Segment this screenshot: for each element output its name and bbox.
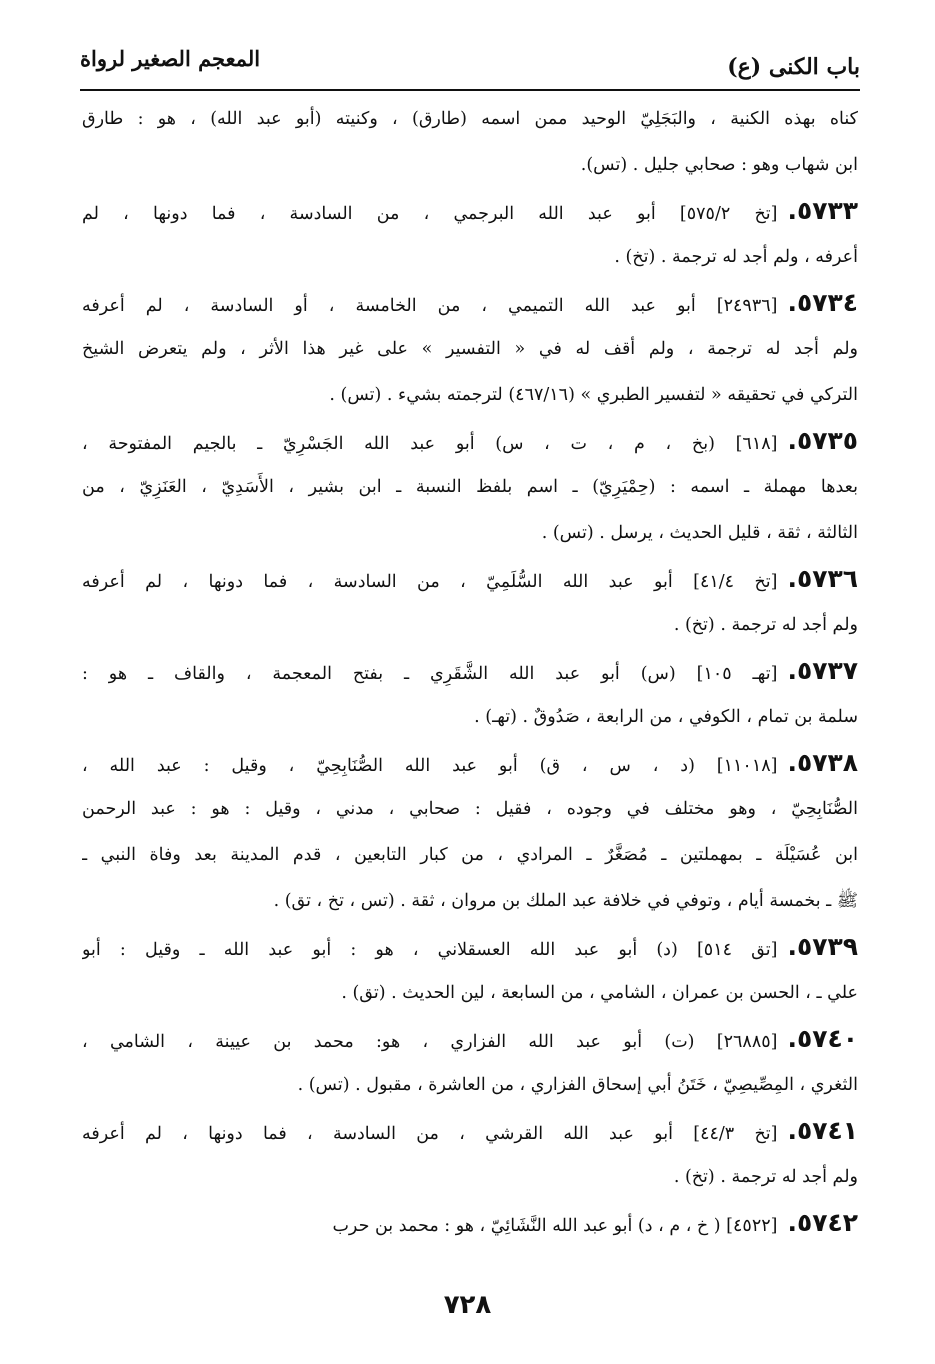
entry-line <box>82 142 858 188</box>
entry-text: [٢٤٩٣٦] أبو عبد الله التميمي ، من الخامسة ، أو السادسة ، لم أعرفه <box>82 296 778 316</box>
entry <box>82 96 858 188</box>
page-header <box>80 40 860 80</box>
entry-number: ٥٧٤٢. <box>787 1208 858 1237</box>
entry-line <box>82 878 858 924</box>
entry-line <box>82 740 858 786</box>
entry <box>82 648 858 740</box>
entry-line <box>82 924 858 970</box>
entry <box>82 418 858 556</box>
entry-text: الثغري ، المِصِّيصِيّ ، خَتَنُ أبي إسحاق الفزاري ، من العاشرة ، مقبول . (تس) . <box>297 1075 858 1095</box>
entry-text: ابن عُسَيْلَة ـ بمهملتين ـ مُصَغَّرٌ ـ المرادي ، من كبار التابعين ، قدم المدينة بعد وفاة النبي ـ <box>82 845 858 865</box>
entry-text: [تخ ٤٤/٣] أبو عبد الله القرشي ، من السادسة ، فما دونها ، لم أعرفه <box>82 1124 778 1144</box>
entry-line <box>82 372 858 418</box>
entry-line <box>82 1108 858 1154</box>
entry <box>82 1016 858 1108</box>
entry <box>82 556 858 648</box>
book-title: المعجم الصغير لرواة <box>80 46 261 71</box>
page-number: ٧٢٨ <box>443 1290 492 1320</box>
entry-line <box>82 96 858 142</box>
entry-line <box>82 1154 858 1200</box>
entry-line <box>82 1200 858 1246</box>
entry-text: الصُّنَابِحِيّ ، وهو مختلف في وجوده ، فقيل : صحابي ، مدني ، وقيل : هو : عبد الرحمن <box>82 799 858 819</box>
entry-text: ابن شهاب وهو : صحابي جليل . (تس). <box>580 155 858 175</box>
entry-line <box>82 832 858 878</box>
entry-text: [تهـ ١٠٥] (س) أبو عبد الله الشَّقَرِي ـ بفتح المعجمة ، والقاف ـ هو : <box>82 664 778 684</box>
entry-text: ﷺ ـ بخمسة أيام ، وتوفي في خلافة عبد الملك بن مروان ، ثقة . (تس ، تخ ، تق) . <box>273 891 858 911</box>
entry-line <box>82 234 858 280</box>
page-body <box>82 96 858 1246</box>
entry-text: [٢٦٨٨٥] (ت) أبو عبد الله الفزاري ، هو: محمد بن عيينة ، الشامي ، <box>82 1032 778 1052</box>
entry-text: أعرفه ، ولم أجد له ترجمة . (تخ) . <box>614 247 858 267</box>
entry <box>82 280 858 418</box>
entry-text: كناه بهذه الكنية ، والبَجَلِيّ الوحيد ممن اسمه (طارق) ، وكنيته (أبو عبد الله) ، هو : طارق <box>82 109 858 129</box>
entry-line <box>82 418 858 464</box>
entry-number: ٥٧٣٤. <box>787 288 858 317</box>
entry-line <box>82 556 858 602</box>
entry-line <box>82 280 858 326</box>
entry-line <box>82 188 858 234</box>
entry-number: ٥٧٤٠. <box>787 1024 858 1053</box>
entry-line <box>82 648 858 694</box>
entry <box>82 1108 858 1200</box>
entry-text: [٤٥٢٢] ( خ ، م ، د) أبو عبد الله النَّشَائِيّ ، هو : محمد بن حرب <box>332 1216 778 1236</box>
entry-text: ولم أجد له ترجمة ، ولم أقف له في « التفسير » على غير هذا الأثر ، ولم يتعرض الشيخ <box>82 339 858 359</box>
entry <box>82 740 858 924</box>
entry-number: ٥٧٣٨. <box>787 748 858 777</box>
entry-text: [تخ ٤١/٤] أبو عبد الله السُّلَمِيّ ، من السادسة ، فما دونها ، لم أعرفه <box>82 572 778 592</box>
entry <box>82 188 858 280</box>
entry-text: التركي في تحقيقه « لتفسير الطبري » (٤٦٧/١٦) لترجمته بشيء . (تس) . <box>329 385 858 405</box>
chapter-title: باب الكنى (ع) <box>727 54 860 80</box>
entry-line <box>82 786 858 832</box>
entry-text: [تق ٥١٤] (د) أبو عبد الله العسقلاني ، هو : أبو عبد الله ـ وقيل : أبو <box>82 940 778 960</box>
entry-text: الثالثة ، ثقة ، قليل الحديث ، يرسل . (تس) . <box>541 523 858 543</box>
entry-number: ٥٧٣٥. <box>787 426 858 455</box>
entry-line <box>82 464 858 510</box>
entry <box>82 924 858 1016</box>
entry-text: [١١٠١٨] (د ، س ، ق) أبو عبد الله الصُّنَابِحِيّ ، وقيل : عبد الله ، <box>82 756 778 776</box>
entry-number: ٥٧٣٩. <box>787 932 858 961</box>
entry-text: بعدها مهملة ـ اسمه : (حِمْيَرِيّ) ـ اسم بلفظ النسبة ـ ابن بشير ، الأَسَدِيّ ، العَنَزِيّ ، من <box>82 477 858 497</box>
entry-line <box>82 602 858 648</box>
entry-line <box>82 694 858 740</box>
entry-line <box>82 1062 858 1108</box>
entry-line <box>82 970 858 1016</box>
entry-text: سلمة بن تمام ، الكوفي ، من الرابعة ، صَدُوقٌ . (تهـ) . <box>474 707 858 727</box>
entry-text: ولم أجد له ترجمة . (تخ) . <box>673 1167 858 1187</box>
entry-number: ٥٧٤١. <box>787 1116 858 1145</box>
entry-number: ٥٧٣٣. <box>787 196 858 225</box>
entry <box>82 1200 858 1246</box>
entry-line <box>82 326 858 372</box>
header-rule <box>80 89 860 91</box>
entry-number: ٥٧٣٧. <box>787 656 858 685</box>
entry-number: ٥٧٣٦. <box>787 564 858 593</box>
entry-text: [٦١٨] (بخ ، م ، ت ، س) أبو عبد الله الجَسْرِيّ ـ بالجيم المفتوحة ، <box>82 434 778 454</box>
entry-line <box>82 510 858 556</box>
entry-text: علي ـ ، الحسن بن عمران ، الشامي ، من السابعة ، لين الحديث . (تق) . <box>341 983 858 1003</box>
entry-line <box>82 1016 858 1062</box>
entry-text: ولم أجد له ترجمة . (تخ) . <box>673 615 858 635</box>
entry-text: [تخ ٥٧٥/٢] أبو عبد الله البرجمي ، من السادسة ، فما دونها ، لم <box>82 204 778 224</box>
